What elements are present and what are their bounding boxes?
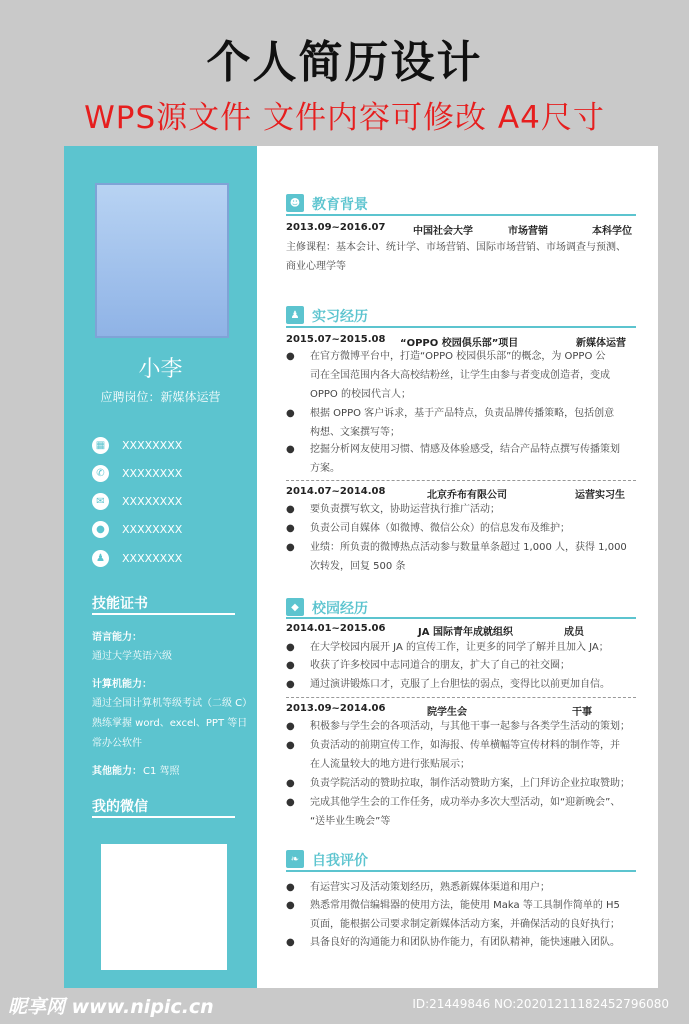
contact-birthday — [92, 436, 242, 454]
location-icon: ● — [92, 521, 109, 538]
campus-org: 院学生会 — [427, 707, 467, 718]
text-line: 通过演讲锻炼口才，克服了上台胆怯的弱点，变得比以前更加自信。 — [310, 679, 610, 690]
job-period: 2014.07~2014.08 — [286, 486, 386, 497]
internship-divider — [286, 326, 636, 328]
text-line: 挖掘分析网友使用习惯、情感及体验感受，结合产品特点撰写传播策划 — [310, 444, 620, 455]
job-period: 2015.07~2015.08 — [286, 334, 386, 345]
education-divider — [286, 214, 636, 216]
self-divider — [286, 870, 636, 872]
contact-email — [92, 492, 242, 510]
self-heading: 自我评价 — [312, 853, 368, 869]
campus-role: 干事 — [572, 707, 592, 718]
job-org: “OPPO 校园俱乐部”项目 — [400, 338, 519, 349]
text-line: 在官方微博平台中，打造“OPPO 校园俱乐部”的概念，为 OPPO 公 — [310, 351, 606, 362]
computer-label: 计算机能力： — [92, 679, 152, 690]
text-line: “送毕业生晚会”等 — [310, 816, 391, 827]
skills-divider — [92, 613, 235, 615]
education-heading: 教育背景 — [312, 197, 368, 213]
text-line: 负责活动的前期宣传工作，如海报、传单横幅等宣传材料的制作等，并 — [310, 740, 620, 751]
language-value: 通过大学英语六级 — [92, 651, 172, 662]
contact-text: XXXXXXXX — [122, 522, 183, 536]
internship-icon: ♟ — [286, 306, 304, 324]
other-value: C1 驾照 — [143, 766, 180, 777]
skills-heading: 技能证书 — [92, 596, 148, 612]
computer-line: 熟练掌握 word、excel、PPT 等日 — [92, 718, 248, 729]
education-period: 2013.09~2016.07 — [286, 222, 386, 233]
candidate-name: 小李 — [138, 357, 183, 382]
contact-text: XXXXXXXX — [122, 466, 183, 480]
job-org: 北京乔布有限公司 — [427, 490, 507, 501]
campus-period: 2014.01~2015.06 — [286, 623, 386, 634]
education-major: 市场营销 — [508, 226, 548, 237]
campus-icon: ◆ — [286, 598, 304, 616]
education-school: 中国社会大学 — [413, 226, 473, 237]
education-degree: 本科学位 — [592, 226, 632, 237]
text-line: 根据 OPPO 客户诉求，基于产品特点，负责品牌传播策略，包括创意 — [310, 408, 615, 419]
user-icon: ♟ — [92, 550, 109, 567]
campus-org: JA 国际青年成就组织 — [418, 627, 513, 638]
job-role: 运营实习生 — [575, 490, 625, 501]
language-label: 语言能力： — [92, 632, 142, 643]
watermark-logo: 昵享网 www.nipic.cn — [8, 996, 214, 1018]
text-line: 要负责撰写软文，协助运营执行推广活动； — [310, 504, 500, 515]
text-line: 商业心理学等 — [286, 261, 346, 272]
text-line: 有运营实习及活动策划经历，熟悉新媒体渠道和用户； — [310, 882, 550, 893]
campus-divider — [286, 617, 636, 619]
contact-text: XXXXXXXX — [122, 438, 183, 452]
education-icon: ☻ — [286, 194, 304, 212]
text-line: 积极参与学生会的各项活动，与其他干事一起参与各类学生活动的策划； — [310, 721, 630, 732]
poster-subtitle: WPS源文件 文件内容可修改 A4尺寸 — [84, 100, 605, 136]
text-line: 收获了许多校园中志同道合的朋友，扩大了自己的社交圈； — [310, 660, 570, 671]
dashed-divider — [286, 480, 636, 481]
mail-icon: ✉ — [92, 493, 109, 510]
profile-photo — [95, 183, 229, 338]
wechat-heading: 我的微信 — [92, 799, 148, 815]
text-line: 在人流量较大的地方进行张贴展示； — [310, 759, 470, 770]
text-line: 构想、文案撰写等； — [310, 427, 400, 438]
other-label: 其他能力： — [92, 766, 142, 777]
internship-heading: 实习经历 — [312, 309, 368, 325]
calendar-icon: ▦ — [92, 437, 109, 454]
wechat-qr-placeholder — [101, 844, 227, 970]
leaf-icon: ❧ — [286, 850, 304, 868]
text-line: 司在全国范围内各大高校结粉丝，让学生由参与者变成创造者，变成 — [310, 370, 610, 381]
text-line: OPPO 的校园代言人； — [310, 389, 411, 400]
text-line: 具备良好的沟通能力和团队协作能力，有团队精神，能快速融入团队。 — [310, 937, 620, 948]
contact-profile — [92, 549, 242, 567]
campus-heading: 校园经历 — [312, 601, 368, 617]
text-line: 负责公司自媒体（如微博、微信公众）的信息发布及维护； — [310, 523, 570, 534]
text-line: 方案。 — [310, 463, 340, 474]
text-line: 页面，能根据公司要求制定新媒体活动方案，并确保活动的良好执行； — [310, 919, 620, 930]
job-role: 新媒体运营 — [576, 338, 626, 349]
phone-icon: ✆ — [92, 465, 109, 482]
contact-phone — [92, 464, 242, 482]
text-line: 主修课程：基本会计、统计学、市场营销、国际市场营销、市场调查与预测、 — [286, 242, 626, 253]
poster-title: 个人简历设计 — [206, 37, 483, 88]
job-target: 应聘岗位：新媒体运营 — [100, 390, 221, 404]
watermark-id: ID:21449846 NO:20201211182452796080 — [412, 997, 669, 1011]
wechat-divider — [92, 816, 235, 818]
text-line: 熟悉常用微信编辑器的使用方法，能使用 Maka 等工具制作简单的 H5 — [310, 900, 620, 911]
text-line: 完成其他学生会的工作任务，成功举办多次大型活动，如“迎新晚会”、 — [310, 797, 621, 808]
computer-line: 通过全国计算机等级考试（二级 C） — [92, 698, 253, 709]
education-courses — [286, 238, 638, 276]
contact-address — [92, 520, 242, 538]
campus-role: 成员 — [564, 627, 584, 638]
contact-text: XXXXXXXX — [122, 494, 183, 508]
text-line: 次转发，回复 500 条 — [310, 561, 406, 572]
contact-text: XXXXXXXX — [122, 551, 183, 565]
computer-line: 常办公软件 — [92, 738, 142, 749]
text-line: 在大学校园内展开 JA 的宣传工作，让更多的同学了解并且加入 JA； — [310, 642, 609, 653]
dashed-divider — [286, 697, 636, 698]
campus-period: 2013.09~2014.06 — [286, 703, 386, 714]
text-line: 负责学院活动的赞助拉取，制作活动赞助方案，上门拜访企业拉取赞助； — [310, 778, 630, 789]
text-line: 业绩：所负责的微博热点活动参与数量单条超过 1,000 人，获得 1,000 — [310, 542, 627, 553]
